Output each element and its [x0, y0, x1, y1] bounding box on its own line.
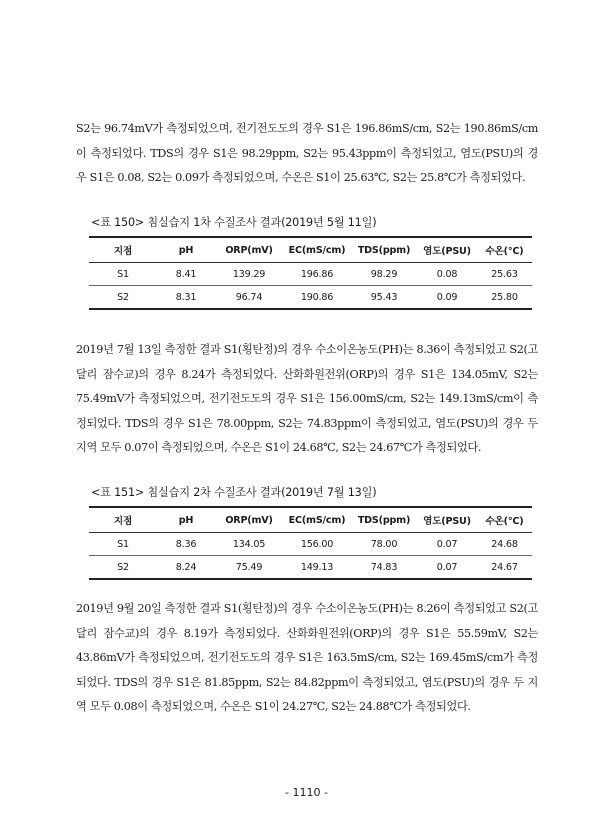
paragraph-july-results: 2019년 7월 13일 측정한 결과 S1(횡탄정)의 경우 수소이온농도(PH)는 8.36이 측정되었고 S2(고달리 잠수교)의 경우 8.24가 측정되었다. 산화화원전위(ORP)의 경우 S1은 134.05mV, S2는 75.49mV가 측정되었으며, 전기전도도의 경우 S1은 156.00mS/cm, S2는 149.13mS/cm이 측정되었다. TDS의 경우 S1은 78.00ppm, S2는 74.83ppm이 측정되었고, 염도(PSU)의 경우 두 지역 모두 0.07이 측정되었으며, 수온은 S1이 24.68℃, S2는 24.67℃가 측정되었다.	[76, 343, 538, 455]
cell-ec: 156.00	[300, 538, 334, 550]
header-temp: 수온(℃)	[485, 516, 524, 527]
cell-salinity: 0.07	[436, 561, 458, 573]
table-row	[89, 533, 532, 556]
cell-tds: 95.43	[370, 291, 398, 303]
page-number: - 1110 -	[285, 786, 328, 799]
table-header-row	[89, 237, 532, 263]
cell-temp: 25.80	[491, 291, 518, 303]
table-151-caption: <표 151> 침실습지 2차 수질조사 결과(2019년 7월 13일)	[91, 486, 377, 499]
cell-temp: 25.63	[491, 268, 518, 280]
header-site: 지점	[113, 246, 133, 257]
cell-salinity: 0.08	[436, 268, 458, 280]
cell-ph: 8.36	[175, 538, 197, 550]
table-row	[89, 263, 532, 286]
cell-tds: 74.83	[370, 561, 398, 573]
cell-site: S1	[117, 268, 129, 280]
header-temp: 수온(℃)	[485, 246, 524, 257]
cell-orp: 134.05	[232, 538, 266, 550]
table-row	[89, 556, 532, 580]
cell-orp: 96.74	[235, 291, 263, 303]
paragraph-september-results: 2019년 9월 20일 측정한 결과 S1(횡탄정)의 경우 수소이온농도(PH)는 8.26이 측정되었고 S2(고달리 잠수교)의 경우 8.19가 측정되었다. 산화화원전위(ORP)의 경우 S1은 55.59mV, S2는 43.86mV가 측정되었으며, 전기전도도의 경우 S1은 163.5mS/cm, S2는 169.45mS/cm가 측정되었다. TDS의 경우 S1은 81.85ppm, S2는 84.82ppm이 측정되었고, 염도(PSU)의 경우 두 지역 모두 0.08이 측정되었으며, 수온은 S1이 24.27℃, S2는 24.88℃가 측정되었다.	[76, 602, 538, 714]
cell-ph: 8.41	[175, 268, 197, 280]
header-ec: EC(mS/cm)	[288, 244, 346, 256]
header-salinity: 염도(PSU)	[423, 246, 471, 257]
cell-temp: 24.67	[491, 561, 518, 573]
cell-orp: 139.29	[232, 268, 266, 280]
header-tds: TDS(ppm)	[357, 244, 411, 256]
cell-tds: 78.00	[370, 538, 398, 550]
header-salinity: 염도(PSU)	[423, 516, 471, 527]
water-quality-table-1	[89, 236, 532, 310]
cell-ec: 149.13	[300, 561, 334, 573]
header-ph: pH	[178, 514, 194, 526]
cell-ec: 196.86	[300, 268, 334, 280]
cell-ph: 8.24	[175, 561, 197, 573]
table-150-caption: <표 150> 침실습지 1차 수질조사 결과(2019년 5월 11일)	[91, 216, 377, 229]
cell-orp: 75.49	[235, 561, 263, 573]
header-site: 지점	[113, 516, 133, 527]
header-orp: ORP(mV)	[225, 244, 273, 256]
header-tds: TDS(ppm)	[357, 514, 411, 526]
cell-salinity: 0.09	[436, 291, 458, 303]
table-row	[89, 286, 532, 310]
cell-site: S2	[117, 291, 129, 303]
cell-tds: 98.29	[370, 268, 398, 280]
cell-temp: 24.68	[491, 538, 518, 550]
cell-ec: 190.86	[300, 291, 334, 303]
water-quality-table-2	[89, 506, 532, 580]
cell-site: S2	[117, 561, 129, 573]
paragraph-continuation: S2는 96.74mV가 측정되었으며, 전기전도도의 경우 S1은 196.86mS/cm, S2는 190.86mS/cm이 측정되었다. TDS의 경우 S1은 98.29ppm, S2는 95.43ppm이 측정되었고, 염도(PSU)의 경우 S1은 0.08, S2는 0.09가 측정되었으며, 수온은 S1이 25.63℃, S2는 25.8℃가 측정되었다.	[76, 122, 538, 185]
cell-salinity: 0.07	[436, 538, 458, 550]
cell-ph: 8.31	[175, 291, 197, 303]
cell-site: S1	[117, 538, 129, 550]
table-header-row	[89, 507, 532, 533]
header-orp: ORP(mV)	[225, 514, 273, 526]
header-ph: pH	[178, 244, 194, 256]
header-ec: EC(mS/cm)	[288, 514, 346, 526]
